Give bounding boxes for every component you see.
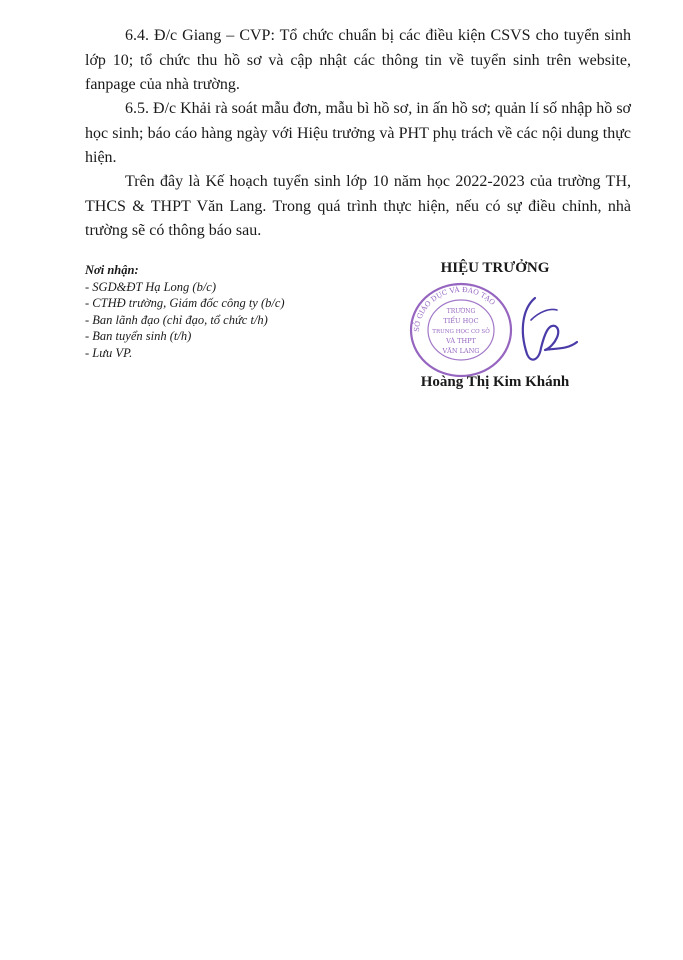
- seal-line: TRUNG HỌC CƠ SỞ: [432, 329, 490, 335]
- recipient-item: - SGD&ĐT Hạ Long (b/c): [85, 279, 217, 294]
- handwritten-signature: [505, 290, 585, 370]
- recipient-item: - CTHĐ trường, Giám đốc công ty (b/c): [85, 296, 285, 310]
- seal-line: VĂN LANG: [442, 347, 480, 355]
- seal-ring-text: SỞ GIÁO DỤC VÀ ĐÀO TẠO: [412, 285, 497, 333]
- school-seal-stamp: [405, 278, 517, 378]
- signer-title: HIỆU TRƯỞNG: [440, 260, 550, 276]
- closing-paragraph: Trên đây là Kế hoạch tuyển sinh lớp 10 năm học 2022-2023 của trường TH, THCS & THPT Văn Lang. Trong quá trình thực hiện, nếu có sự điều chỉnh, nhà trường sẽ có thông báo sau.: [85, 173, 631, 239]
- recipient-item: - Ban tuyển sinh (t/h): [85, 329, 192, 343]
- recipients-title: Nơi nhận:: [85, 263, 139, 277]
- signer-name: Hoàng Thị Kim Khánh: [420, 374, 570, 390]
- seal-line: TRƯỜNG: [446, 308, 476, 315]
- recipient-item: - Lưu VP.: [85, 345, 133, 360]
- paragraph-6-5: 6.5. Đ/c Khải rà soát mẫu đơn, mẫu bì hồ sơ, in ấn hồ sơ; quản lí số nhập hồ sơ học sinh; báo cáo hàng ngày với Hiệu trưởng và PHT phụ trách về các nội dung thực hiện.: [85, 100, 631, 166]
- seal-line: TIỂU HỌC: [443, 317, 479, 325]
- recipients-block: [85, 262, 385, 361]
- recipient-item: - Ban lãnh đạo (chỉ đạo, tổ chức t/h): [85, 312, 268, 327]
- seal-line: VÀ THPT: [446, 337, 476, 345]
- paragraph-6-4: 6.4. Đ/c Giang – CVP: Tổ chức chuẩn bị các điều kiện CSVS cho tuyển sinh lớp 10; tổ chức thu hồ sơ và cập nhật các thông tin về tuyển sinh trên website, fanpage của nhà trường.: [85, 27, 631, 93]
